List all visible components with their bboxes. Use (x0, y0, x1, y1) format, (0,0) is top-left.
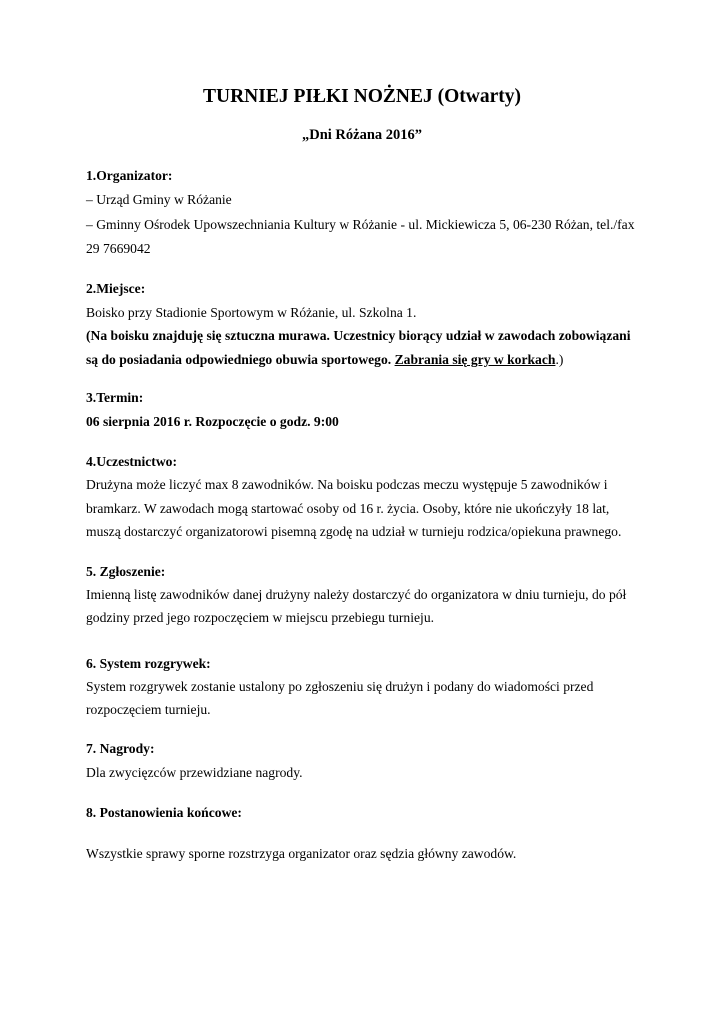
participation-line-1: Drużyna może liczyć max 8 zawodników. Na boisku podczas meczu występuje 5 zawodników i (86, 477, 608, 492)
system-line-2: rozpoczęciem turnieju. (86, 702, 211, 717)
document-title: TURNIEJ PIŁKI NOŻNEJ (Otwarty) (203, 86, 521, 107)
organizer-item-2-line-1: – Gminny Ośrodek Upowszechniania Kultury w Różanie - ul. Mickiewicza 5, 06-230 Różan, tel./fax (86, 217, 635, 232)
section-6-heading: 6. System rozgrywek: (86, 656, 211, 671)
system-line-1: System rozgrywek zostanie ustalony po zgłoszeniu się drużyn i podany do wiadomości przed (86, 679, 594, 694)
place-line-3 (86, 351, 563, 369)
section-4-heading: 4.Uczestnictwo: (86, 454, 177, 469)
section-2-heading: 2.Miejsce: (86, 281, 146, 296)
prizes-line-1: Dla zwycięzców przewidziane nagrody. (86, 765, 303, 780)
section-8-heading: 8. Postanowienia końcowe: (86, 805, 242, 820)
registration-line-2: godziny przed jego rozpoczęciem w miejscu przebiegu turnieju. (86, 610, 435, 625)
section-1-heading: 1.Organizator: (86, 168, 173, 183)
no-studs-warning: Zabrania się gry w korkach (394, 352, 556, 367)
participation-line-2: bramkarz. W zawodach mogą startować osoby od 16 r. życia. Osoby, które nie ukończyły 18 lat, (86, 501, 610, 516)
section-5-heading: 5. Zgłoszenie: (86, 564, 166, 579)
organizer-item-2-line-2: 29 7669042 (86, 241, 151, 256)
place-line-3-end: .) (555, 352, 564, 367)
registration-line-1: Imienną listę zawodników danej drużyny należy dostarczyć do organizatora w dniu turnieju, do pół (86, 587, 627, 602)
place-line-1: Boisko przy Stadionie Sportowym w Różanie, ul. Szkolna 1. (86, 305, 417, 320)
document-subtitle: „Dni Różana 2016” (301, 127, 423, 143)
final-provisions-line-1: Wszystkie sprawy sporne rozstrzyga organizator oraz sędzia główny zawodów. (86, 846, 517, 861)
participation-line-3: muszą dostarczyć organizatorowi pisemną zgodę na udział w turnieju rodzica/opiekuna prawnego. (86, 524, 622, 539)
term-line-1: 06 sierpnia 2016 r. Rozpoczęcie o godz. 9:00 (86, 414, 339, 429)
section-7-heading: 7. Nagrody: (86, 741, 155, 756)
organizer-item-1: – Urząd Gminy w Różanie (86, 192, 232, 207)
place-line-3-text: są do posiadania odpowiedniego obuwia sportowego. (86, 352, 395, 367)
section-3-heading: 3.Termin: (86, 390, 144, 405)
place-line-2: (Na boisku znajduję się sztuczna murawa. Uczestnicy biorący udział w zawodach zobowiązani (86, 328, 631, 343)
